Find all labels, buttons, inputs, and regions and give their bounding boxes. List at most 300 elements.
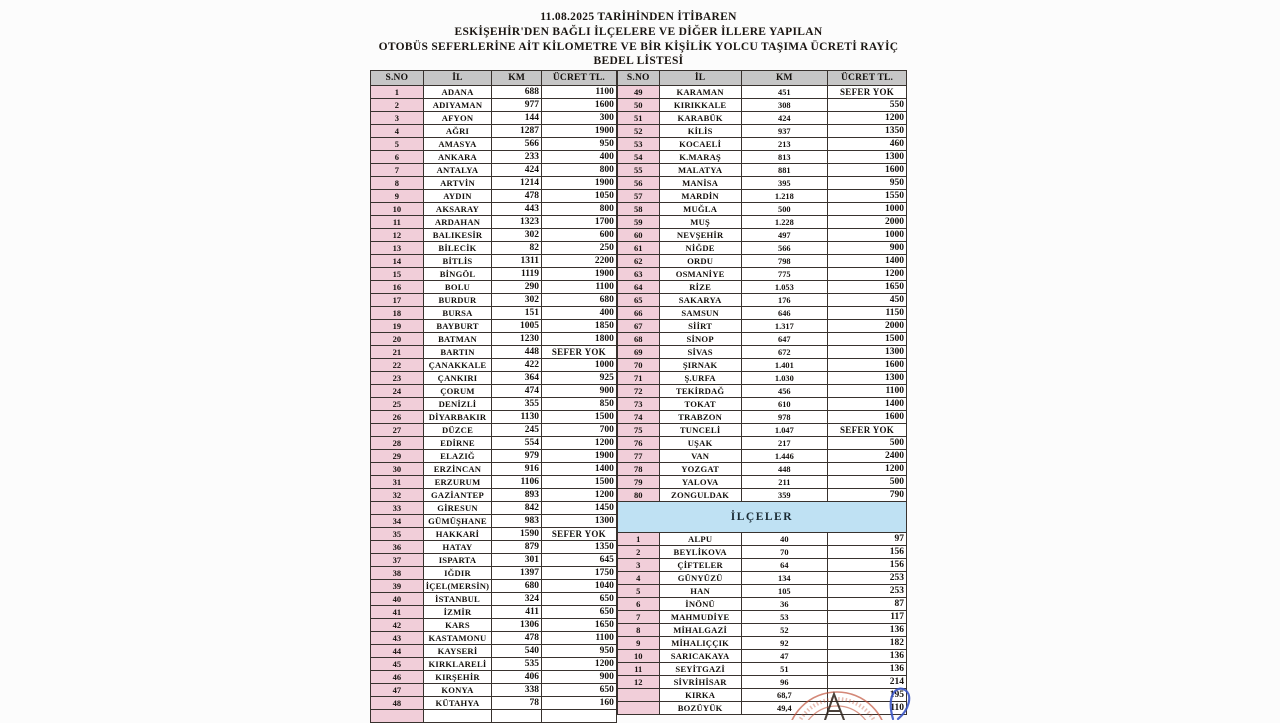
cell-il: SİVRİHİSAR bbox=[659, 676, 741, 689]
cell-sno: 46 bbox=[371, 671, 424, 684]
table-row bbox=[617, 559, 906, 572]
cell-km: 983 bbox=[492, 515, 542, 528]
table-row bbox=[617, 598, 906, 611]
cell-ucret: 1700 bbox=[541, 216, 616, 229]
cell-km: 443 bbox=[492, 203, 542, 216]
cell-sno: 74 bbox=[617, 411, 659, 424]
table-row bbox=[371, 502, 617, 515]
table-row bbox=[371, 437, 617, 450]
cell-il: MAHMUDİYE bbox=[659, 611, 741, 624]
table-row bbox=[617, 164, 906, 177]
table-row bbox=[371, 138, 617, 151]
table-row bbox=[617, 229, 906, 242]
cell-sno bbox=[617, 689, 659, 702]
cell-sno: 5 bbox=[371, 138, 424, 151]
cell-ucret: 700 bbox=[541, 424, 616, 437]
table-row bbox=[371, 164, 617, 177]
col-header-sno: S.NO bbox=[617, 71, 659, 86]
cell-km: 610 bbox=[741, 398, 828, 411]
cell-il: BOZÜYÜK bbox=[659, 702, 741, 715]
table-row bbox=[371, 684, 617, 697]
cell-ucret: 1350 bbox=[541, 541, 616, 554]
cell-sno bbox=[371, 710, 424, 723]
cell-sno: 6 bbox=[617, 598, 659, 611]
cell-km: 78 bbox=[492, 697, 542, 710]
title-line-1: 11.08.2025 TARİHİNDEN İTİBAREN bbox=[540, 11, 737, 23]
cell-km: 406 bbox=[492, 671, 542, 684]
cell-il: VAN bbox=[659, 450, 741, 463]
cell-ucret: 1600 bbox=[541, 99, 616, 112]
col-header-sno: S.NO bbox=[371, 71, 424, 86]
table-row bbox=[371, 177, 617, 190]
cell-km: 672 bbox=[741, 346, 828, 359]
cell-ucret: 800 bbox=[541, 164, 616, 177]
cell-ucret: SEFER YOK bbox=[828, 424, 907, 437]
cell-il: ARDAHAN bbox=[423, 216, 492, 229]
cell-km: 1.317 bbox=[741, 320, 828, 333]
table-row bbox=[371, 619, 617, 632]
table-row bbox=[617, 476, 906, 489]
table-row bbox=[617, 138, 906, 151]
cell-il: NİĞDE bbox=[659, 242, 741, 255]
table-row bbox=[617, 372, 906, 385]
cell-il: NEVŞEHİR bbox=[659, 229, 741, 242]
cell-km: 688 bbox=[492, 86, 542, 99]
table-row bbox=[371, 658, 617, 671]
table-row bbox=[617, 112, 906, 125]
cell-sno: 15 bbox=[371, 268, 424, 281]
cell-ucret: 1200 bbox=[541, 658, 616, 671]
cell-sno: 79 bbox=[617, 476, 659, 489]
cell-il: KIRIKKALE bbox=[659, 99, 741, 112]
cell-km: 364 bbox=[492, 372, 542, 385]
cell-ucret: 1100 bbox=[828, 385, 907, 398]
cell-km: 308 bbox=[741, 99, 828, 112]
cell-km: 359 bbox=[741, 489, 828, 502]
cell-ucret: 1300 bbox=[541, 515, 616, 528]
table-row bbox=[371, 216, 617, 229]
cell-ucret: 136 bbox=[828, 663, 907, 676]
cell-sno bbox=[617, 702, 659, 715]
cell-il: ÇANAKKALE bbox=[423, 359, 492, 372]
cell-il: DENİZLİ bbox=[423, 398, 492, 411]
cell-km: 96 bbox=[741, 676, 828, 689]
table-row bbox=[617, 572, 906, 585]
cell-il: YALOVA bbox=[659, 476, 741, 489]
table-row bbox=[371, 528, 617, 541]
cell-km: 798 bbox=[741, 255, 828, 268]
table-row bbox=[617, 450, 906, 463]
cell-sno: 61 bbox=[617, 242, 659, 255]
cell-km: 497 bbox=[741, 229, 828, 242]
cell-il: İÇEL(MERSİN) bbox=[423, 580, 492, 593]
cell-km: 1323 bbox=[492, 216, 542, 229]
cell-il: KAYSERİ bbox=[423, 645, 492, 658]
cell-km: 977 bbox=[492, 99, 542, 112]
cell-km: 424 bbox=[492, 164, 542, 177]
table-row bbox=[371, 112, 617, 125]
cell-sno: 37 bbox=[371, 554, 424, 567]
cell-sno: 12 bbox=[371, 229, 424, 242]
cell-ucret: 1200 bbox=[828, 463, 907, 476]
cell-ucret: 253 bbox=[828, 585, 907, 598]
cell-km: 302 bbox=[492, 294, 542, 307]
cell-km: 535 bbox=[492, 658, 542, 671]
cell-sno: 10 bbox=[617, 650, 659, 663]
table-row bbox=[617, 255, 906, 268]
table-row bbox=[371, 398, 617, 411]
cell-sno: 67 bbox=[617, 320, 659, 333]
cell-ucret: 110 bbox=[828, 702, 907, 715]
cell-sno: 30 bbox=[371, 463, 424, 476]
table-row bbox=[371, 697, 617, 710]
cell-il: BİTLİS bbox=[423, 255, 492, 268]
cell-ucret: 900 bbox=[541, 385, 616, 398]
cell-sno: 3 bbox=[617, 559, 659, 572]
table-row bbox=[617, 611, 906, 624]
cell-il: BAYBURT bbox=[423, 320, 492, 333]
cell-ucret: 1600 bbox=[828, 359, 907, 372]
cell-ucret: 900 bbox=[828, 242, 907, 255]
cell-km: 53 bbox=[741, 611, 828, 624]
cell-il: KARS bbox=[423, 619, 492, 632]
cell-il: TEKİRDAĞ bbox=[659, 385, 741, 398]
cell-il: İNÖNÜ bbox=[659, 598, 741, 611]
table-row bbox=[371, 86, 617, 99]
cell-il: GÜNYÜZÜ bbox=[659, 572, 741, 585]
cell-il: SİVAS bbox=[659, 346, 741, 359]
title-line-3: OTOBÜS SEFERLERİNE AİT KİLOMETRE VE BİR KİŞİLİK YOLCU TAŞIMA ÜCRETİ RAYİÇ bbox=[378, 40, 899, 53]
cell-km: 1214 bbox=[492, 177, 542, 190]
table-row bbox=[617, 190, 906, 203]
cell-il: MUĞLA bbox=[659, 203, 741, 216]
cell-sno: 11 bbox=[617, 663, 659, 676]
cell-km: 324 bbox=[492, 593, 542, 606]
cell-sno: 16 bbox=[371, 281, 424, 294]
cell-ucret: 1900 bbox=[541, 268, 616, 281]
cell-ucret: 1600 bbox=[828, 411, 907, 424]
cell-sno: 39 bbox=[371, 580, 424, 593]
cell-km: 422 bbox=[492, 359, 542, 372]
cell-sno: 24 bbox=[371, 385, 424, 398]
table-row bbox=[617, 203, 906, 216]
cell-sno: 11 bbox=[371, 216, 424, 229]
table-row bbox=[617, 585, 906, 598]
cell-il: ZONGULDAK bbox=[659, 489, 741, 502]
cell-km: 290 bbox=[492, 281, 542, 294]
cell-ucret: 182 bbox=[828, 637, 907, 650]
table-row bbox=[371, 606, 617, 619]
cell-km: 500 bbox=[741, 203, 828, 216]
cell-ucret: 1300 bbox=[828, 151, 907, 164]
cell-sno: 29 bbox=[371, 450, 424, 463]
cell-km: 1.401 bbox=[741, 359, 828, 372]
cell-il: IĞDIR bbox=[423, 567, 492, 580]
cell-sno: 59 bbox=[617, 216, 659, 229]
cell-sno: 14 bbox=[371, 255, 424, 268]
table-row bbox=[617, 294, 906, 307]
cell-km: 245 bbox=[492, 424, 542, 437]
cell-il: MİHALGAZİ bbox=[659, 624, 741, 637]
cell-sno: 75 bbox=[617, 424, 659, 437]
cell-il: ERZİNCAN bbox=[423, 463, 492, 476]
cell-sno: 4 bbox=[371, 125, 424, 138]
cell-ucret: 400 bbox=[541, 307, 616, 320]
cell-ucret: 1100 bbox=[541, 281, 616, 294]
cell-sno: 40 bbox=[371, 593, 424, 606]
cell-ucret: 550 bbox=[828, 99, 907, 112]
cell-il: BİNGÖL bbox=[423, 268, 492, 281]
table-row bbox=[617, 359, 906, 372]
ilceler-banner-row bbox=[617, 502, 906, 533]
cell-ucret: 136 bbox=[828, 624, 907, 637]
cell-sno: 21 bbox=[371, 346, 424, 359]
cell-km: 233 bbox=[492, 151, 542, 164]
cell-km: 51 bbox=[741, 663, 828, 676]
cell-km: 937 bbox=[741, 125, 828, 138]
cell-km: 1005 bbox=[492, 320, 542, 333]
cell-km: 881 bbox=[741, 164, 828, 177]
table-row bbox=[371, 515, 617, 528]
cell-ucret: 1450 bbox=[541, 502, 616, 515]
col-header-ucret: ÜCRET TL. bbox=[828, 71, 907, 86]
cell-km: 448 bbox=[741, 463, 828, 476]
cell-ucret: 1500 bbox=[541, 476, 616, 489]
cell-il: İSTANBUL bbox=[423, 593, 492, 606]
cell-km: 680 bbox=[492, 580, 542, 593]
cell-sno: 6 bbox=[371, 151, 424, 164]
cell-km: 1590 bbox=[492, 528, 542, 541]
cell-km: 916 bbox=[492, 463, 542, 476]
table-row bbox=[617, 333, 906, 346]
cell-ucret: 195 bbox=[828, 689, 907, 702]
title-line-4: BEDEL LİSTESİ bbox=[593, 55, 684, 68]
cell-sno: 78 bbox=[617, 463, 659, 476]
cell-ucret: 1000 bbox=[828, 229, 907, 242]
cell-il: TRABZON bbox=[659, 411, 741, 424]
cell-sno: 10 bbox=[371, 203, 424, 216]
cell-il: ISPARTA bbox=[423, 554, 492, 567]
cell-sno: 73 bbox=[617, 398, 659, 411]
cell-ucret: 1550 bbox=[828, 190, 907, 203]
cell-ucret: 645 bbox=[541, 554, 616, 567]
table-row bbox=[371, 463, 617, 476]
cell-il: BURSA bbox=[423, 307, 492, 320]
cell-ucret: 1200 bbox=[541, 489, 616, 502]
table-row bbox=[617, 346, 906, 359]
cell-sno: 20 bbox=[371, 333, 424, 346]
cell-il: GİRESUN bbox=[423, 502, 492, 515]
table-row bbox=[617, 624, 906, 637]
cell-sno: 57 bbox=[617, 190, 659, 203]
cell-km: 979 bbox=[492, 450, 542, 463]
header-row bbox=[371, 71, 617, 86]
cell-km: 52 bbox=[741, 624, 828, 637]
cell-ucret: 136 bbox=[828, 650, 907, 663]
cell-sno: 1 bbox=[371, 86, 424, 99]
cell-sno: 9 bbox=[617, 637, 659, 650]
cell-ucret: SEFER YOK bbox=[828, 86, 907, 99]
cell-km: 474 bbox=[492, 385, 542, 398]
cell-sno: 65 bbox=[617, 294, 659, 307]
cell-km: 646 bbox=[741, 307, 828, 320]
cell-km: 1.228 bbox=[741, 216, 828, 229]
cell-km: 978 bbox=[741, 411, 828, 424]
table-row bbox=[371, 281, 617, 294]
table-row bbox=[371, 593, 617, 606]
cell-ucret: 1400 bbox=[828, 255, 907, 268]
cell-il: AĞRI bbox=[423, 125, 492, 138]
table-row bbox=[617, 216, 906, 229]
cell-sno: 18 bbox=[371, 307, 424, 320]
cell-ucret: 253 bbox=[828, 572, 907, 585]
cell-ucret: 97 bbox=[828, 533, 907, 546]
cell-ucret: 600 bbox=[541, 229, 616, 242]
title-line-2: ESKİŞEHİR'DEN BAĞLI İLÇELERE VE DİĞER İLLERE YAPILAN bbox=[454, 25, 823, 38]
cell-il: ADANA bbox=[423, 86, 492, 99]
cell-sno: 17 bbox=[371, 294, 424, 307]
cell-km: 1306 bbox=[492, 619, 542, 632]
cell-il: KARABÜK bbox=[659, 112, 741, 125]
table-row bbox=[617, 663, 906, 676]
cell-km: 1106 bbox=[492, 476, 542, 489]
table-row bbox=[371, 372, 617, 385]
cell-sno: 76 bbox=[617, 437, 659, 450]
cell-km: 211 bbox=[741, 476, 828, 489]
cell-km: 1287 bbox=[492, 125, 542, 138]
cell-km: 566 bbox=[741, 242, 828, 255]
cell-sno: 23 bbox=[371, 372, 424, 385]
cell-km: 176 bbox=[741, 294, 828, 307]
cell-ucret: 1300 bbox=[828, 346, 907, 359]
col-header-km: KM bbox=[492, 71, 542, 86]
cell-il: YOZGAT bbox=[659, 463, 741, 476]
cell-ucret: 950 bbox=[828, 177, 907, 190]
cell-il: MUŞ bbox=[659, 216, 741, 229]
cell-ucret: 1900 bbox=[541, 450, 616, 463]
table-row bbox=[617, 546, 906, 559]
cell-il: ORDU bbox=[659, 255, 741, 268]
cell-sno: 22 bbox=[371, 359, 424, 372]
cell-il: SİİRT bbox=[659, 320, 741, 333]
cell-sno: 52 bbox=[617, 125, 659, 138]
cell-il: EDİRNE bbox=[423, 437, 492, 450]
table-row bbox=[617, 689, 906, 702]
cell-ucret: 1200 bbox=[828, 112, 907, 125]
table-row bbox=[371, 99, 617, 112]
cell-km: 301 bbox=[492, 554, 542, 567]
table-row bbox=[371, 151, 617, 164]
cell-ucret: 460 bbox=[828, 138, 907, 151]
table-row bbox=[371, 125, 617, 138]
table-row bbox=[617, 637, 906, 650]
cell-il: MİHALIÇÇIK bbox=[659, 637, 741, 650]
table-row bbox=[371, 671, 617, 684]
table-row bbox=[371, 567, 617, 580]
table-row bbox=[617, 650, 906, 663]
cell-km: 217 bbox=[741, 437, 828, 450]
cell-sno: 77 bbox=[617, 450, 659, 463]
cell-km: 40 bbox=[741, 533, 828, 546]
table-row bbox=[617, 86, 906, 99]
cell-il: KASTAMONU bbox=[423, 632, 492, 645]
table-row bbox=[617, 533, 906, 546]
cell-il: MALATYA bbox=[659, 164, 741, 177]
cell-sno: 62 bbox=[617, 255, 659, 268]
cell-km: 554 bbox=[492, 437, 542, 450]
cell-sno: 3 bbox=[371, 112, 424, 125]
col-header-ucret: ÜCRET TL. bbox=[541, 71, 616, 86]
cell-ucret: 1400 bbox=[828, 398, 907, 411]
cell-ucret: 450 bbox=[828, 294, 907, 307]
cell-sno: 7 bbox=[371, 164, 424, 177]
cell-ucret: 1200 bbox=[541, 437, 616, 450]
table-row bbox=[371, 541, 617, 554]
cell-km: 213 bbox=[741, 138, 828, 151]
cell-sno: 13 bbox=[371, 242, 424, 255]
table-row bbox=[371, 710, 617, 723]
cell-km: 424 bbox=[741, 112, 828, 125]
cell-il: KIRKLARELİ bbox=[423, 658, 492, 671]
cell-il: ŞIRNAK bbox=[659, 359, 741, 372]
cell-il: AYDIN bbox=[423, 190, 492, 203]
cell-il: HAN bbox=[659, 585, 741, 598]
table-row bbox=[371, 411, 617, 424]
table-row bbox=[617, 424, 906, 437]
cell-il: ÇORUM bbox=[423, 385, 492, 398]
cell-ucret: 117 bbox=[828, 611, 907, 624]
col-header-km: KM bbox=[741, 71, 828, 86]
fare-list-document bbox=[370, 10, 907, 723]
cell-sno: 54 bbox=[617, 151, 659, 164]
cell-il: MARDİN bbox=[659, 190, 741, 203]
cell-sno: 33 bbox=[371, 502, 424, 515]
cell-il: UŞAK bbox=[659, 437, 741, 450]
table-row bbox=[371, 385, 617, 398]
cell-ucret: 1350 bbox=[828, 125, 907, 138]
table-row bbox=[617, 99, 906, 112]
col-header-il: İL bbox=[423, 71, 492, 86]
cell-sno: 66 bbox=[617, 307, 659, 320]
cell-ucret: 900 bbox=[541, 671, 616, 684]
cell-sno: 58 bbox=[617, 203, 659, 216]
cell-ucret: SEFER YOK bbox=[541, 528, 616, 541]
cell-il: GÜMÜŞHANE bbox=[423, 515, 492, 528]
cell-il: SİNOP bbox=[659, 333, 741, 346]
cell-il: OSMANİYE bbox=[659, 268, 741, 281]
cell-ucret: 925 bbox=[541, 372, 616, 385]
cell-ucret: 2000 bbox=[828, 320, 907, 333]
cell-km bbox=[492, 710, 542, 723]
table-row bbox=[617, 307, 906, 320]
cell-il: SAMSUN bbox=[659, 307, 741, 320]
cell-km: 302 bbox=[492, 229, 542, 242]
table-row bbox=[371, 632, 617, 645]
cell-km: 395 bbox=[741, 177, 828, 190]
cell-ucret: 500 bbox=[828, 437, 907, 450]
cell-sno: 64 bbox=[617, 281, 659, 294]
cell-sno: 69 bbox=[617, 346, 659, 359]
cell-sno: 2 bbox=[371, 99, 424, 112]
table-row bbox=[371, 489, 617, 502]
table-row bbox=[371, 229, 617, 242]
cell-ucret: 2200 bbox=[541, 255, 616, 268]
cell-il: KONYA bbox=[423, 684, 492, 697]
cell-ucret: 1150 bbox=[828, 307, 907, 320]
cell-il: TOKAT bbox=[659, 398, 741, 411]
cell-il: SAKARYA bbox=[659, 294, 741, 307]
cell-km: 1.446 bbox=[741, 450, 828, 463]
